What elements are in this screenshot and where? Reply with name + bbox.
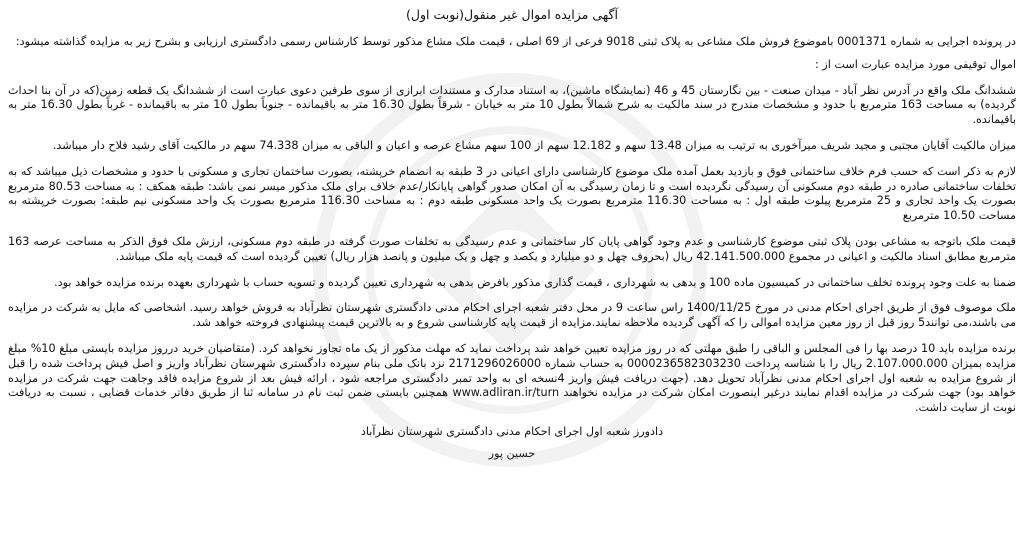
signer-name: حسین پور [488,446,536,460]
payment-terms-paragraph: برنده مزایده باید 10 درصد بها را فی المجلس و الباقی را طبق مهلتی که در روز مزایده تعیین خواهد شد پرداخت نماید که مهلت مذکور از یک ماه تجاوز نخواهد کرد. (متقاضیان خرید درروز مزایده بایستی مبلغ 10% مبلغ مزایده بمیزان 2.107.000.000 ریال را با شناسه پرداخت 0000236582303230 به حساب شماره 2171296026000 نزد بانک ملی بنام سپرده دادگستری شهرستان نظرآباد واریز و اصل فیش پرداخت شده را قبل از شروع مزایده به شعبه اول اجرای احکام مدنی نظرآباد تحویل دهد. (جهت دریافت فیش واریز 4نسخه ای به واحد تمبر دادگستری مراجعه شود ، ارائه فیش بعد از شروع مزایده فاقد وجاهت جهت شرکت در مزایده خواهد بود) جهت شرکت در مزایده اقدام نمایند درغیر اینصورت امکان شرکت در مزایده نخواهند www.adliran.ir/turn همچنین بایستی ضمن ثبت نام در سامانه ثنا از طریق دفاتر خدمات قضایی ، نسبت به دریافت نوبت از سایت داشت. [8,341,1017,415]
issuing-office: دادورز شعبه اول اجرای احکام مدنی دادگستری شهرستان نظرآباد [360,424,664,438]
building-details-paragraph: لازم به ذکر است که حسب فرم خلاف ساختمانی فوق و بازدید بعمل آمده ملک موضوع کارشناسی دارای اعیانی در 3 طبقه به انضمام خرپشته، بصورت ساختمان تجاری و مسکونی با حدود و مشخصات ذیل میباشد که به تخلفات ساختمانی صادره در طبقه دوم مسکونی آن رسیدگی نگردیده است و تا زمان رسیدگی به آن امکان صدور گواهی پایانکار/عدم خلاف برای ملک مذکور میسر نمی باشد: طبقه همکف : به مساحت 80.53 مترمربع بصورت یک واحد تجاری و 25 مترمربع پیلوت طبقه اول : به مساحت 116.30 مترمربع بصورت یک واحد مسکونی طبقه دوم : به مساحت 116.30 مترمربع بصورت یک واحد مسکونی نیم طبقه: بصورت خرپشته به مساحت 10.50 مترمربع [8,164,1016,223]
notice-title: آگهی مزایده اموال غیر منقول(نوبت اول) [406,7,618,22]
seized-property-heading: اموال توقیفی مورد مزایده عبارت است از : [814,57,1016,71]
intro-paragraph: در پرونده اجرایی به شماره 0001371 باموضوع فروش ملک مشاعی به پلاک ثبتی 9018 فرعی از 69 اصلی ، قیمت ملک مشاع مذکور توسط کارشناس رسمی دادگستری ارزیابی و بشرح زیر به مزایده گذاشته میشود: [15,35,1016,48]
property-description-paragraph: ششدانگ ملک واقع در آدرس نظر آباد - میدان صنعت - بین نگارستان 45 و 46 (نمایشگاه ماشین)، به استناد مدارک و مستندات ابرازی از سوی طرفین دعوی عبارت است از ششدانگ یک قطعه زمین(که در آن بنا احداث گردیده) به مساحت 163 مترمربع با حدود و مشخصات مندرج در سند مالکیت به شرح شمالاً بطول 10 متر به خیابان - شرقاً بطول 16.30 متر به باقیمانده - جنوباً بطول 10 متر به باقیمانده - غرباً بطول 16.30 متر به باقیمانده. [8,83,1016,127]
municipality-debt-paragraph: ضمنا به علت وجود پرونده تخلف ساختمانی در کمیسیون ماده 100 و بدهی به شهرداری ، قیمت گذاری مذکور بافرض بدهی به شهرداری تعیین گردیده و تسویه حساب با شهرداری بعهده برنده مزایده خواهد بود. [54,275,1016,289]
valuation-paragraph: قیمت ملک باتوجه به مشاعی بودن پلاک ثبتی موضوع کارشناسی و عدم وجود گواهی پایان کار ساختمانی و عدم رسیدگی به تخلفات صورت گرفته در طبقه دوم مسکونی، ارزش ملک فوق الذکر به مساحت عرصه 163 مترمربع مطابق اسناد مالکیت و اعیانی در مجموع 42.141.500.000 ریال (بحروف چهل و دو میلیارد و یکصد و چهل و یک میلیون و پانصد هزار ریال) تعیین گردیده است که قیمت پایه ملک میباشد. [8,234,1016,263]
auction-schedule-paragraph: ملک موصوف فوق از طریق اجرای احکام مدنی در مورخ 1400/11/25 راس ساعت 9 در محل دفتر شعبه اجرای احکام مدنی دادگستری شهرستان نظرآباد به فروش خواهد رسید. اشخاصی که مایل به شرکت در مزایده می باشند،می توانند5 روز قبل از روز معین مزایده اموالی را که آگهی گردیده ملاحظه نمایند.مزایده از قیمت پایه کارشناسی شروع و به بالاترین قیمت پیشنهادی فروخته خواهد شد. [8,301,1016,330]
ownership-paragraph: میزان مالکیت آقایان مجتبی و مجید شریف میرآخوری به ترتیب به میزان 13.48 سهم و 12.182 سهم از 100 سهم مشاع عرصه و اعیان و الباقی به میزان 74.338 سهم در مالکیت آقای رشید فلاح دار میباشد. [52,138,1016,152]
